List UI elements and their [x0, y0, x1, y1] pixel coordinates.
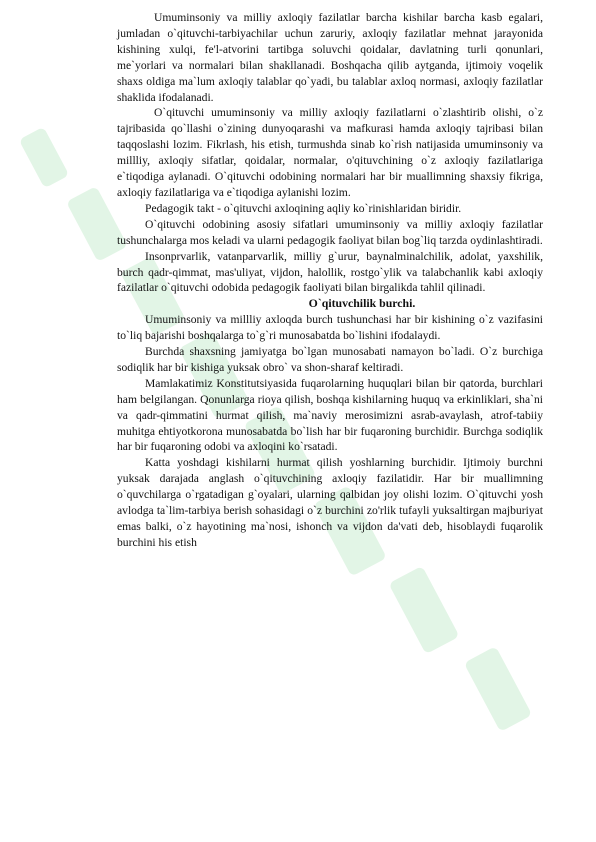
watermark-glyph	[19, 127, 70, 189]
paragraph: Umuminsoniy va milliy axloqiy fazilatlar barcha kishilar barcha kasb egalari, jumladan o`qituvchi-tarbiyachilar uchun zaruriy, axloqiy fazilatlar mehnat jarayonida kishining xulqi, fe'l-atvorini tartibga soluvchi qoidalar, davlatning turli qonunlari, me`yorlari va normalari bilan shakllanadi. Boshqacha qilib aytganda, ijtimoiy voqelik shaxs oldiga ma`lum axloqiy talablar qo`yadi, bu talablar axloq normasi, axloqiy fazilatlar shaklida ifodalanadi.	[117, 11, 543, 104]
paragraph: Katta yoshdagi kishilarni hurmat qilish yoshlarning burchidir. Ijtimoiy burchni yuksak darajada anglash o`qituvchining axloqiy fazilatidir. Har bir muallimning o`quvchilarga o`rgatadigan g`oyalari, ularning qalbidan joy olishi lozim. O`qituvchi yosh avlodga ta`lim-tarbiya berish sohasidagi o`z burchini zo'rlik tufayli yuksaltirgan majburiyat emas balki, o`z hayotining ma`nosi, ishonch va vijdon da'vati deb, hisoblaydi fuqarolik burchini his etish	[117, 456, 543, 549]
paragraph: O`qituvchi odobining asosiy sifatlari umuminsoniy va milliy axloqiy fazilatlar tushunchalarga mos keladi va ularni pedagogik faoliyat bilan bog`liq tarzda oydinlashtiradi.	[117, 217, 543, 247]
paragraph: Pedagogik takt - o`qituvchi axloqining aqliy ko`rinishlaridan biridir.	[145, 201, 462, 215]
watermark-glyph	[388, 566, 459, 654]
document-page	[117, 10, 543, 551]
watermark-glyph	[464, 646, 532, 732]
paragraph: O`qituvchi umuminsoniy va milliy axloqiy fazilatlarni o`zlashtirib olishi, o`z tajribasida qo`llashi o`zining dunyoqarashi va mafkurasi hamda axloqiy tajribasi bilan taqqoslashi lozim. Fikrlash, his etish, turmushda sinab ko`rish natijasida umuminsoniy va millliy, axloqiy sifatlar, qoidalar, normalar, o'qituvchining o`z axloqiy fazilatlariga e`tiqodiga aylanadi. O`qituvchi odobining normalari har bir muallimning shaxsiy fikriga, axloqiy fazilatlariga va e`tiqodiga aylanishi lozim.	[117, 106, 543, 199]
paragraph: Mamlakatimiz Konstitutsiyasida fuqarolarning huquqlari bilan bir qatorda, burchlari ham belgilangan. Qonunlarga rioya qilish, boshqa kishilarning huquq va erkinliklari, sha`ni va qadr-qimmatini hurmat qilish, ma`naviy merosimizni asrab-avaylash, atrof-tabiiy muhitga ehtiyotkorona munosabatda bo`lish har bir fuqaroning burchidir. Burchga sodiqlik har bir fuqaroning odobi va axloqini ko`rsatadi.	[117, 376, 543, 454]
section-heading: O`qituvchilik burchi.	[308, 296, 416, 311]
paragraph: Insonprvarlik, vatanparvarlik, milliy g`urur, baynalminalchilik, adolat, yaxshilik, burch qadr-qimmat, mas'uliyat, vijdon, halollik, rostgo`ylik va talabchanlik kabi axloqiy fazilatlar o`qituvchi odobida pedagogik faoliyati bilan birgalikda tahlil qilinadi.	[117, 249, 543, 295]
paragraph: Umuminsoniy va millliy axloqda burch tushunchasi har bir kishining o`z vazifasini to`liq bajarishi boshqalarga to`g`ri munosabatda bo`lishini ifodalaydi.	[117, 313, 543, 343]
paragraph: Burchda shaxsning jamiyatga bo`lgan munosabati namayon bo`ladi. O`z burchiga sodiqlik har bir kishiga yuksak obro` va shon-sharaf keltiradi.	[117, 345, 543, 374]
